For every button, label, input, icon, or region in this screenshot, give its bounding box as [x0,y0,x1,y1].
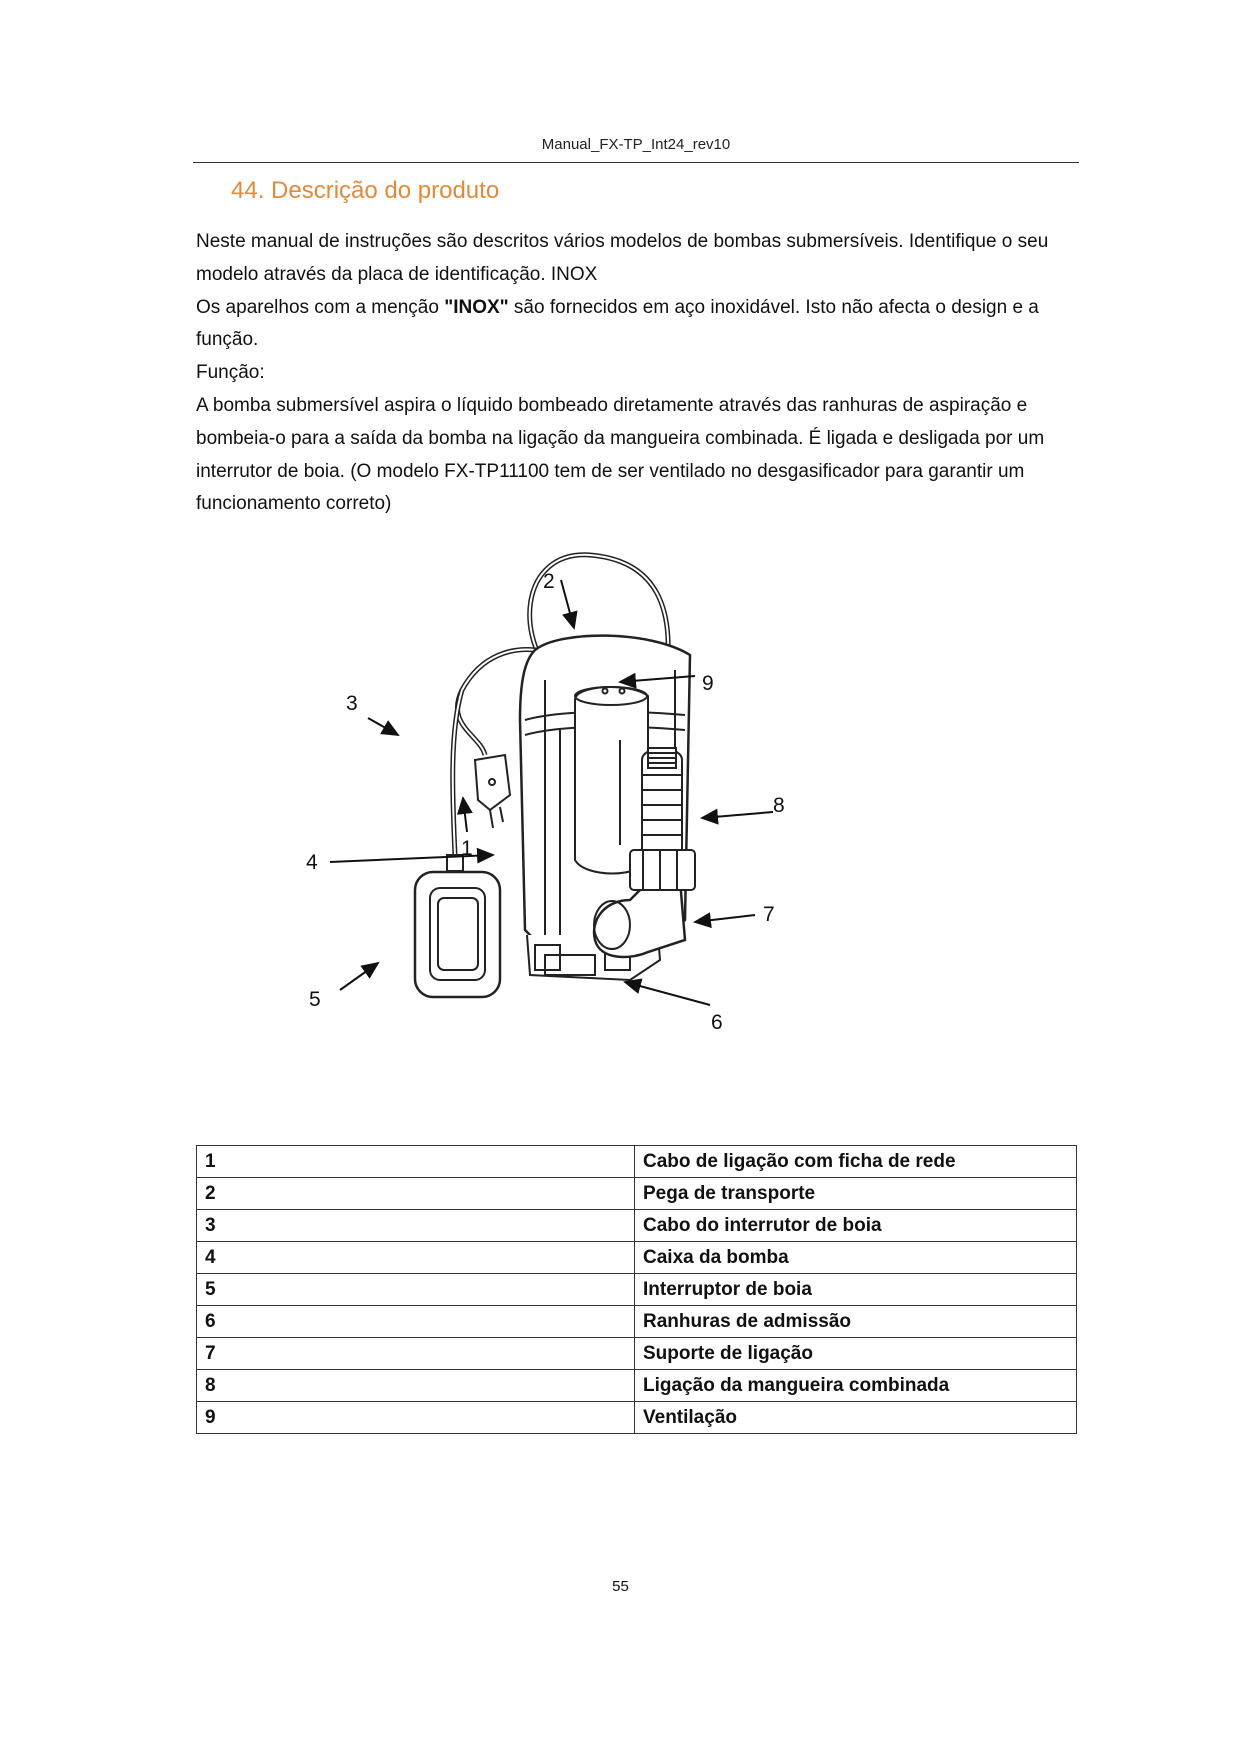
part-number: 6 [197,1306,635,1338]
leader-arrow-5 [340,963,378,990]
table-row [197,1210,1077,1242]
pump-illustration [306,560,890,1120]
section-title: 44. Descrição do produto [231,177,500,204]
part-description: Suporte de ligação [635,1338,1077,1370]
callout-8: 8 [773,794,785,817]
body-text [196,226,1096,521]
table-row [197,1242,1077,1274]
paragraph-models: Neste manual de instruções são descritos vários modelos de bombas submersíveis. Identifique o seu modelo através da placa de identificação. INOX [196,231,1049,285]
float-switch [415,872,500,997]
mains-plug [475,755,510,828]
part-number: 5 [197,1274,635,1306]
part-number: 2 [197,1178,635,1210]
part-number: 9 [197,1402,635,1434]
callout-7: 7 [763,903,775,926]
leader-arrow-8 [702,812,773,818]
part-number: 7 [197,1338,635,1370]
paragraph-function: A bomba submersível aspira o líquido bombeado diretamente através das ranhuras de aspiração e bombeia-o para a saída da bomba na ligação da mangueira combinada. É ligada e desligada por um interrutor de boia. (O modelo FX-TP11100 tem de ser ventilado no desgasificador para garantir um funcionamento correto) [196,394,1045,515]
table-row [197,1338,1077,1370]
part-description: Ligação da mangueira combinada [635,1370,1077,1402]
callout-6: 6 [711,1011,723,1034]
table-row [197,1178,1077,1210]
part-number: 4 [197,1242,635,1274]
leader-arrow-3 [368,718,398,735]
part-description: Ventilação [635,1402,1077,1434]
inox-bold: "INOX" [444,296,509,318]
callout-1: 1 [461,837,473,860]
table-row [197,1146,1077,1178]
part-description: Cabo do interrutor de boia [635,1210,1077,1242]
leader-arrow-6 [625,982,710,1005]
paragraph-inox: Os aparelhos com a menção "INOX" são fornecidos em aço inoxidável. Isto não afecta o design e a função. [196,296,1039,351]
part-description: Ranhuras de admissão [635,1306,1077,1338]
callout-3: 3 [346,692,358,715]
page-number: 55 [612,1578,629,1595]
part-number: 8 [197,1370,635,1402]
part-description: Caixa da bomba [635,1242,1077,1274]
callout-4: 4 [306,851,318,874]
table-row [197,1370,1077,1402]
callout-2: 2 [543,570,555,593]
part-number: 1 [197,1146,635,1178]
parts-table [196,1145,1077,1434]
pump-diagram [306,560,890,1120]
leader-arrow-2 [561,580,574,628]
part-description: Cabo de ligação com ficha de rede [635,1146,1077,1178]
callout-5: 5 [309,988,321,1011]
table-row [197,1306,1077,1338]
document-id: Manual_FX-TP_Int24_rev10 [541,136,731,153]
leader-arrow-1 [463,798,467,832]
hose-connector [642,748,682,850]
page-header [193,136,1079,163]
table-row [197,1402,1077,1434]
part-description: Pega de transporte [635,1178,1077,1210]
table-row [197,1274,1077,1306]
callout-9: 9 [702,672,714,695]
leader-arrow-7 [695,915,755,922]
part-number: 3 [197,1210,635,1242]
paragraph-function-heading: Função: [196,362,265,384]
part-description: Interruptor de boia [635,1274,1077,1306]
